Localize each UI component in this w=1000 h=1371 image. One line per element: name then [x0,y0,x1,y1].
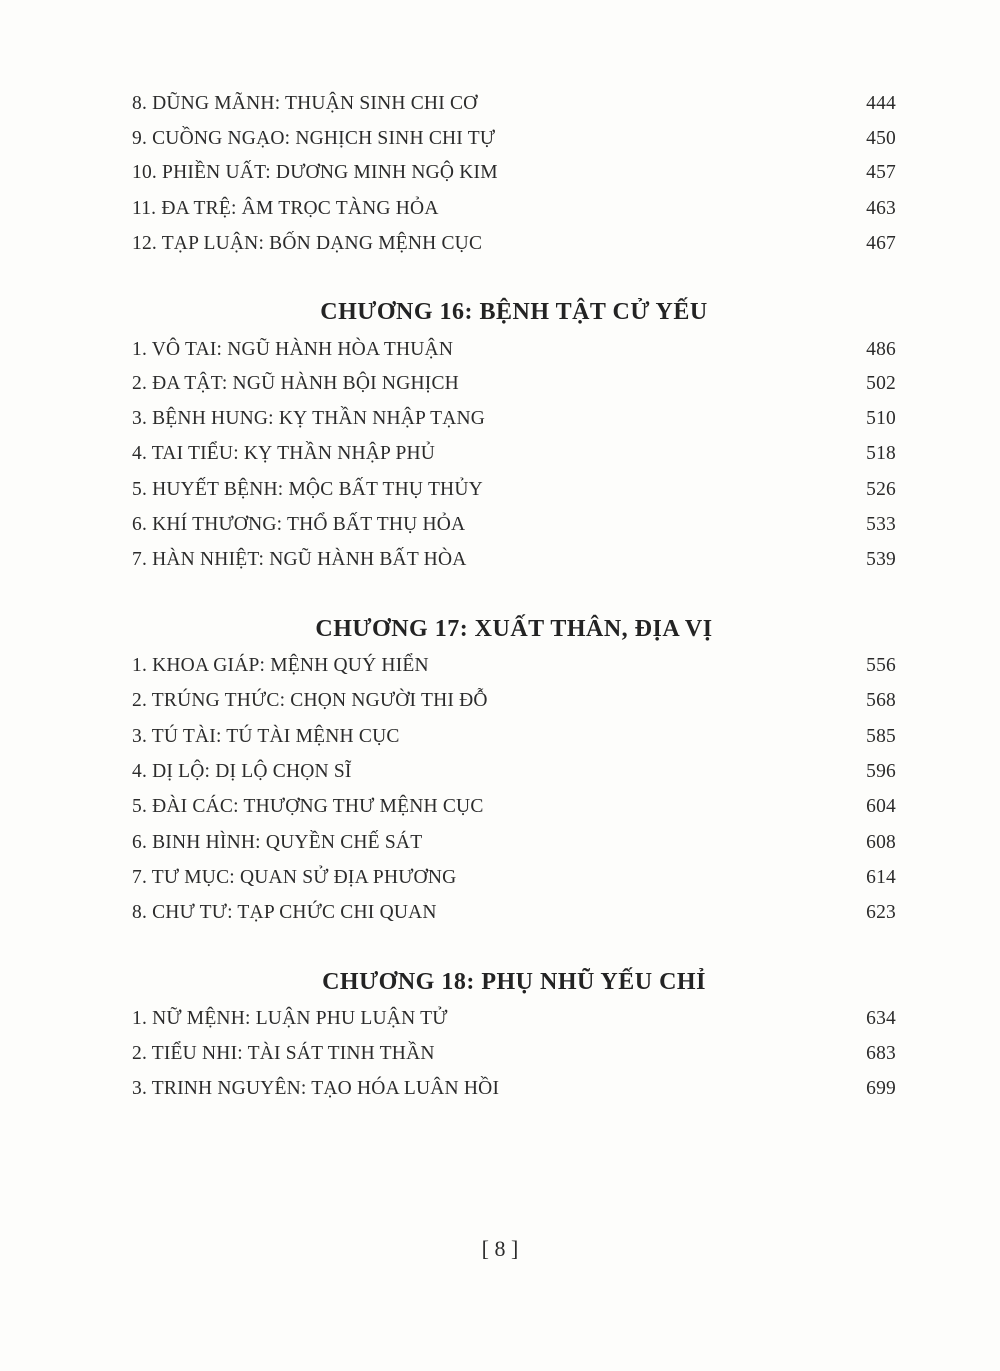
toc-entry-page: 467 [866,233,896,254]
toc-entry [132,158,896,188]
toc-entry-page: 533 [866,514,896,535]
toc-entry-page: 556 [866,655,896,676]
toc-entry [132,1074,896,1104]
toc-entry-page: 608 [866,832,896,853]
toc-entry [132,828,896,858]
toc-entry [132,510,896,540]
toc-entry [132,89,896,119]
toc-entry-title: 5. HUYẾT BỆNH: MỘC BẤT THỤ THỦY [132,479,483,500]
toc-entry-title: 3. TRINH NGUYÊN: TẠO HÓA LUÂN HỒI [132,1078,500,1099]
toc-entry [132,651,896,681]
toc-entry [132,545,896,575]
toc-entry [132,898,896,928]
toc-entry-title: 1. VÔ TAI: NGŨ HÀNH HÒA THUẬN [132,339,454,360]
toc-entry-page: 683 [866,1043,896,1064]
toc-entry-page: 568 [866,690,896,711]
toc-entry-page: 450 [866,128,896,149]
toc-entry-page: 486 [866,339,896,360]
toc-entry-title: 3. BỆNH HUNG: KỴ THẦN NHẬP TẠNG [132,408,486,429]
toc-entry-title: 8. DŨNG MÃNH: THUẬN SINH CHI CƠ [132,93,478,114]
toc-entry-title: 12. TẠP LUẬN: BỐN DẠNG MỆNH CỤC [132,233,483,254]
toc-entry-page: 526 [866,479,896,500]
toc-entry-page: 604 [866,796,896,817]
chapter-heading: CHƯƠNG 16: BỆNH TẬT CỬ YẾU [320,299,708,325]
toc-entry-title: 1. NỮ MỆNH: LUẬN PHU LUẬN TỬ [132,1008,448,1029]
toc-entry-page: 634 [866,1008,896,1029]
chapter-heading: CHƯƠNG 17: XUẤT THÂN, ĐỊA VỊ [315,616,713,642]
toc-entry [132,475,896,505]
toc-entry-page: 510 [866,408,896,429]
toc-entry [132,686,896,716]
toc-entry [132,439,896,469]
toc-entry-title: 2. ĐA TẬT: NGŨ HÀNH BỘI NGHỊCH [132,373,459,394]
toc-entry-page: 699 [866,1078,896,1099]
toc-entry [132,194,896,224]
toc-entry-title: 9. CUỒNG NGẠO: NGHỊCH SINH CHI TỰ [132,128,496,149]
toc-entry-page: 518 [866,443,896,464]
toc-entry-page: 596 [866,761,896,782]
page-number: [ 8 ] [481,1236,519,1261]
toc-entry [132,335,896,365]
toc-entry-title: 6. BINH HÌNH: QUYỀN CHẾ SÁT [132,832,423,853]
toc-entry-title: 3. TÚ TÀI: TÚ TÀI MỆNH CỤC [132,726,400,747]
toc-entry-page: 623 [866,902,896,923]
toc-entry-title: 4. DỊ LỘ: DỊ LỘ CHỌN SĨ [132,761,352,782]
toc-entry-title: 11. ĐA TRỆ: ÂM TRỌC TÀNG HỎA [132,198,439,219]
toc-entry-page: 539 [866,549,896,570]
toc-entry-title: 5. ĐÀI CÁC: THƯỢNG THƯ MỆNH CỤC [132,796,484,817]
toc-entry-page: 614 [866,867,896,888]
toc-entry [132,863,896,893]
toc-entry-page: 457 [866,162,896,183]
toc-entry-title: 10. PHIỀN UẤT: DƯƠNG MINH NGỘ KIM [132,162,498,183]
toc-entry [132,757,896,787]
toc-entry-title: 2. TIỂU NHI: TÀI SÁT TINH THẦN [132,1043,435,1064]
toc-entry-title: 8. CHƯ TƯ: TẠP CHỨC CHI QUAN [132,902,437,923]
toc-entry-page: 502 [866,373,896,394]
toc-entry [132,124,896,154]
toc-entry-page: 444 [866,93,896,114]
toc-entry-title: 2. TRÚNG THỨC: CHỌN NGƯỜI THI ĐỖ [132,690,488,711]
toc-entry [132,722,896,752]
toc-entry-page: 463 [866,198,896,219]
toc-entry [132,229,896,259]
toc-entry-title: 1. KHOA GIÁP: MỆNH QUÝ HIỂN [132,655,429,676]
chapter-heading: CHƯƠNG 18: PHỤ NHŨ YẾU CHỈ [322,969,706,995]
toc-entry [132,1004,896,1034]
toc-entry-title: 7. TƯ MỤC: QUAN SỬ ĐỊA PHƯƠNG [132,867,457,888]
toc-entry-page: 585 [866,726,896,747]
toc-entry [132,369,896,399]
toc-entry [132,792,896,822]
toc-entry-title: 6. KHÍ THƯƠNG: THỔ BẤT THỤ HỎA [132,514,466,535]
toc-entry [132,1039,896,1069]
toc-entry-title: 4. TAI TIỂU: KỴ THẦN NHẬP PHỦ [132,443,436,464]
toc-entry [132,404,896,434]
toc-entry-title: 7. HÀN NHIỆT: NGŨ HÀNH BẤT HÒA [132,549,467,570]
